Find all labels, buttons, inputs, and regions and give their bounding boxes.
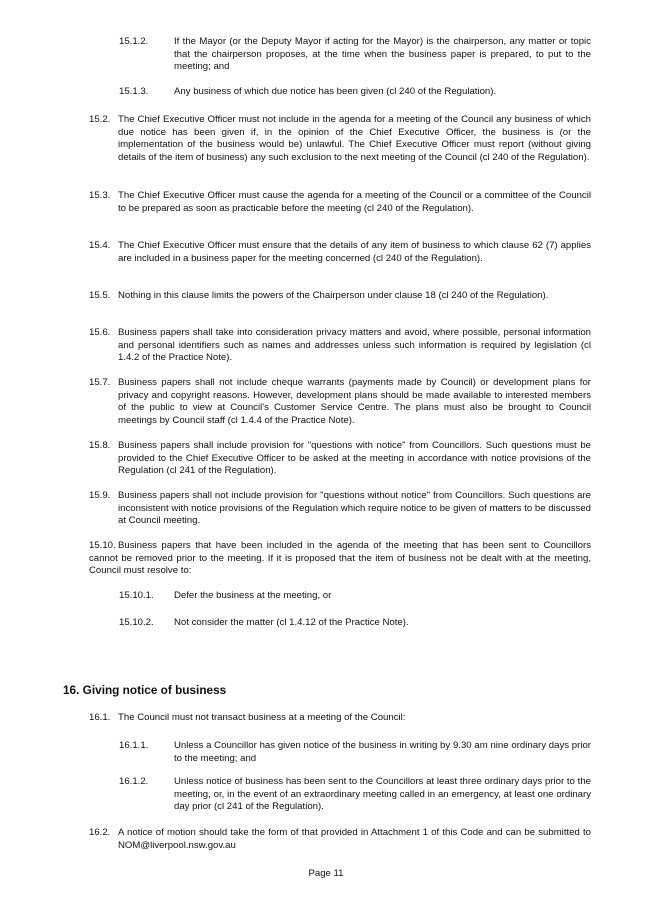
clause-number: 16.2. xyxy=(89,827,111,838)
clause-number: 15.7. xyxy=(89,377,111,388)
clause-number: 15.10. xyxy=(89,540,116,551)
clause-number: 15.6. xyxy=(89,327,111,338)
clause-number: 15.9. xyxy=(89,490,111,501)
clause-text: Business papers shall not include cheque warrants (payments made by Council) or development plans for privacy and copyright reasons. However, development plans should be made available to interested members of the public to view at Council's Customer Service Centre. The plans must also be brought to Council meetings by Council staff (cl 1.4.4 of the Practice Note). xyxy=(118,377,591,426)
clause-number: 16.1. xyxy=(89,712,111,723)
clause-number: 15.4. xyxy=(89,240,111,251)
clause-number: 15.1.2. xyxy=(119,36,149,47)
clause-text: Business papers shall not include provision for "questions without notice" from Councillors. Such questions are inconsistent with notice provisions of the Regulation which require notice to be given of matters to be discussed at Council meeting. xyxy=(118,490,591,527)
clause-number: 15.10.2. xyxy=(119,617,154,628)
clause-text: The Council must not transact business at a meeting of the Council: xyxy=(118,712,406,723)
clause-text: Unless notice of business has been sent to the Councillors at least three ordinary days prior to the meeting, or, in the event of an extraordinary meeting called in an emergency, at least one ordinary day prior (cl 241 of the Regulation). xyxy=(174,776,591,813)
clause-number: 15.3. xyxy=(89,190,111,201)
clause-text: Any business of which due notice has been given (cl 240 of the Regulation). xyxy=(174,86,497,97)
clause-number: 15.1.3. xyxy=(119,86,149,97)
clause-text: Business papers shall include provision for "questions with notice" from Councillors. Such questions must be provided to the Chief Executive Officer to be asked at the meeting in accordance with notice provisions of the Regulation (cl 241 of the Regulation). xyxy=(118,440,591,477)
clause-text: Business papers that have been included in the agenda of the meeting that has been sent to Councillors cannot be removed prior to the meeting. If it is proposed that the item of business not be dealt with at the meeting, Council must resolve to: xyxy=(89,540,591,577)
clause-text: Not consider the matter (cl 1.4.12 of the Practice Note). xyxy=(174,617,409,628)
clause-number: 15.10.1. xyxy=(119,590,154,601)
clause-text: If the Mayor (or the Deputy Mayor if acting for the Mayor) is the chairperson, any matter or topic that the chairperson proposes, at the time when the business paper is prepared, to put to the meeting; and xyxy=(174,36,591,73)
clause-text: Unless a Councillor has given notice of the business in writing by 9.30 am nine ordinary days prior to the meeting; and xyxy=(174,740,591,764)
clause-number: 16.1.1. xyxy=(119,740,149,751)
clause-text: The Chief Executive Officer must not include in the agenda for a meeting of the Council any business of which due notice has been given if, in the opinion of the Chief Executive Officer, the business is (or the implementation of the business would be) unlawful. The Chief Executive Officer must report (without giving details of the item of business) any such exclusion to the next meeting of the Council (cl 240 of the Regulation). xyxy=(118,114,591,163)
clause-number: 15.8. xyxy=(89,440,111,451)
clause-text: Defer the business at the meeting, or xyxy=(174,590,332,601)
page-number: Page 11 xyxy=(308,868,344,879)
clause-text: Nothing in this clause limits the powers of the Chairperson under clause 18 (cl 240 of the Regulation). xyxy=(118,290,549,301)
clause-number: 15.5. xyxy=(89,290,111,301)
section-heading: 16. Giving notice of business xyxy=(63,683,227,697)
clause-text: A notice of motion should take the form of that provided in Attachment 1 of this Code and can be submitted to NOM@liverpool.nsw.gov.au xyxy=(118,827,591,851)
clause-text: The Chief Executive Officer must cause the agenda for a meeting of the Council or a committee of the Council to be prepared as soon as practicable before the meeting (cl 240 of the Regulation). xyxy=(118,190,591,214)
clause-number: 16.1.2. xyxy=(119,776,149,787)
clause-text: The Chief Executive Officer must ensure that the details of any item of business to which clause 62 (7) applies are included in a business paper for the meeting concerned (cl 240 of the Regulation). xyxy=(118,240,591,264)
clause-text: Business papers shall take into consideration privacy matters and avoid, where possible, personal information and personal identifiers such as names and addresses unless such information is required by legislation (cl 1.4.2 of the Practice Note). xyxy=(118,327,591,364)
clause-number: 15.2. xyxy=(89,114,111,125)
